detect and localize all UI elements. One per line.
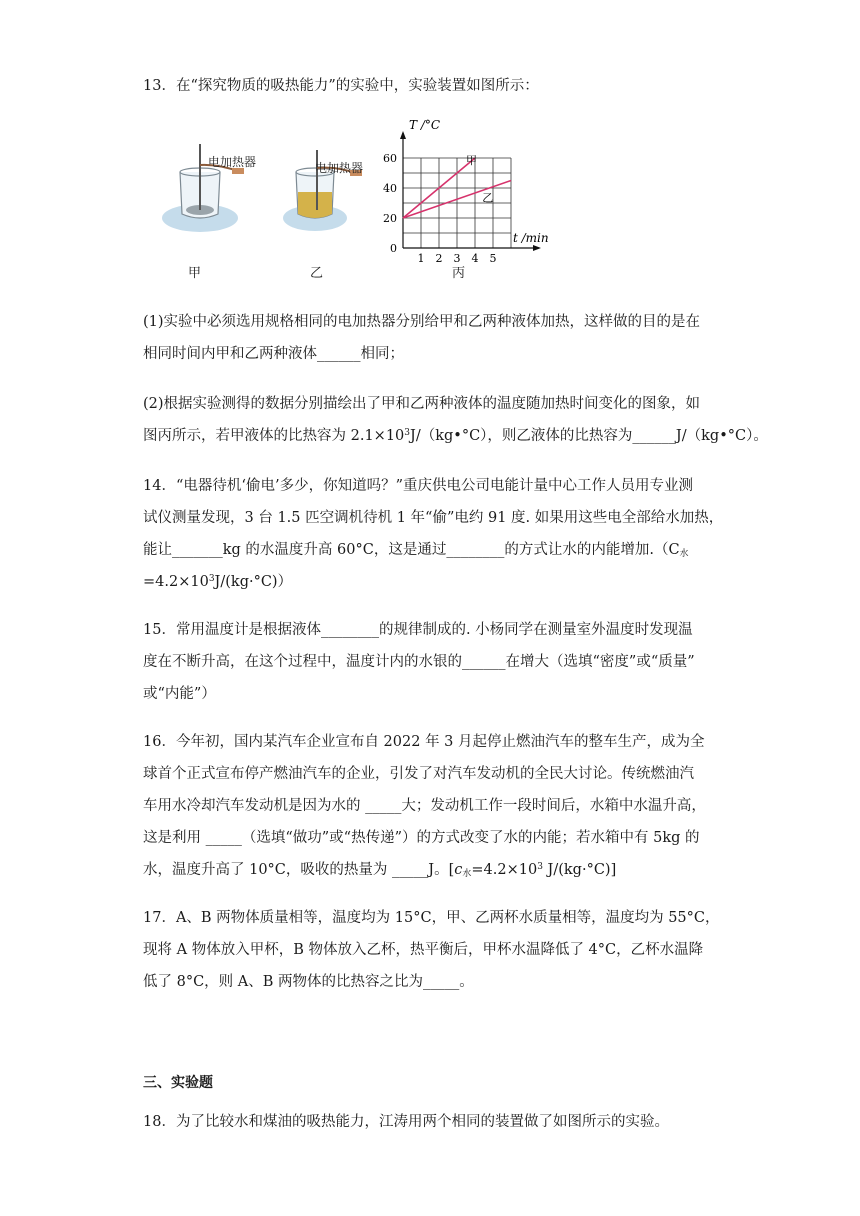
q13-figure: [160, 110, 560, 285]
caption-yi: 乙: [310, 266, 324, 281]
q13-part2-line1: (2)根据实验测得的数据分别描绘出了甲和乙两种液体的温度随加热时间变化的图象，如: [143, 396, 701, 412]
q14-line3-text: 能让_______kg 的水温度升高 60°C，这是通过________的方式让水的内能增加.（C: [143, 542, 680, 558]
series-label-yi: 乙: [482, 191, 494, 205]
y-tick-label: 0: [390, 242, 397, 255]
q14-line4-text-b: J/(kg·°C)）: [214, 574, 293, 590]
y-axis-label: T /°C: [409, 118, 441, 132]
q16-subscript: 水: [462, 869, 472, 879]
series-label-jia: 甲: [466, 154, 477, 167]
heater-label-a: 电加热器: [208, 155, 257, 169]
temperature-time-chart: [383, 118, 549, 265]
caption-bing: 丙: [452, 266, 466, 281]
x-tick-label: 2: [435, 252, 443, 265]
q13-part1-line1: (1)实验中必须选用规格相同的电加热器分别给甲和乙两种液体加热，这样做的目的是在: [143, 314, 701, 330]
y-tick-label: 60: [383, 152, 397, 165]
q16-line1: 16．今年初，国内某汽车企业宣布自 2022 年 3 月起停止燃油汽车的整车生产，成为全: [143, 734, 705, 750]
experiment-illustration: [160, 110, 560, 285]
q14-exponent: 3: [208, 574, 215, 584]
q14-line3: [143, 538, 689, 559]
q16-line3: 车用水冷却汽车发动机是因为水的 _____大；发动机工作一段时间后，水箱中水温升高，: [143, 798, 706, 814]
q14-subscript: 水: [679, 549, 689, 559]
q16-exponent: 3: [537, 862, 543, 872]
q14-line1: 14．“电器待机‘偷电’多少，你知道吗？”重庆供电公司电能计量中心工作人员用专业测: [143, 478, 693, 494]
q13-part2-text-a: 图丙所示，若甲液体的比热容为 2.1×10: [143, 428, 405, 444]
heater-label-b: 电加热器: [315, 161, 364, 175]
q13-part1-line2: 相同时间内甲和乙两种液体______相同；: [143, 346, 404, 362]
q15-line3: 或“内能”）: [143, 686, 216, 702]
q13-part2-exponent: 3: [404, 428, 411, 438]
y-axis-arrow: [400, 131, 406, 139]
q14-line4-text-a: =4.2×10: [143, 574, 209, 590]
q15-line2: 度在不断升高，在这个过程中，温度计内的水银的______在增大（选填“密度”或“质量”: [143, 654, 695, 670]
q13-stem: 13．在“探究物质的吸热能力”的实验中，实验装置如图所示：: [143, 78, 539, 94]
q13-part2-line2: [143, 424, 768, 445]
q16-line5-text-a: 水，温度升高了 10°C，吸收的热量为 _____J。[: [143, 862, 455, 878]
x-tick-label: 3: [453, 252, 461, 265]
y-tick-label: 20: [383, 212, 397, 225]
y-tick-label: 40: [383, 182, 397, 195]
q17-line2: 现将 A 物体放入甲杯，B 物体放入乙杯，热平衡后，甲杯水温降低了 4°C，乙杯水温降: [143, 942, 704, 958]
q17-line1: 17．A、B 两物体质量相等，温度均为 15°C，甲、乙两杯水质量相等，温度均为 55°C，: [143, 910, 720, 926]
q16-line5-text-c: J/(kg·°C)]: [542, 862, 617, 878]
caption-jia: 甲: [188, 266, 202, 281]
q15-line1: 15．常用温度计是根据液体________的规律制成的. 小杨同学在测量室外温度时发现温: [143, 622, 693, 638]
q16-line4: 这是利用 _____（选填“做功”或“热传递”）的方式改变了水的内能；若水箱中有 5kg 的: [143, 830, 700, 846]
q18-line1: 18．为了比较水和煤油的吸热能力，江涛用两个相同的装置做了如图所示的实验。: [143, 1114, 669, 1130]
q17-line3: 低了 8°C，则 A、B 两物体的比热容之比为_____。: [143, 974, 474, 990]
x-axis-arrow: [533, 245, 541, 251]
q16-line5: [143, 858, 616, 879]
q14-line2: 试仪测量发现，3 台 1.5 匹空调机待机 1 年“偷”电约 91 度. 如果用这些电全部给水加热，: [143, 510, 724, 526]
x-tick-label: 4: [471, 252, 479, 265]
x-axis-label: t /min: [513, 231, 549, 245]
section-title: 三、实验题: [143, 1075, 213, 1091]
q16-line5-text-b: =4.2×10: [471, 862, 538, 878]
q16-c-symbol: c: [454, 862, 463, 878]
q14-line4: [143, 570, 292, 591]
q13-part2-text-b: J/（kg•°C），则乙液体的比热容为______J/（kg•°C）。: [410, 428, 768, 444]
q16-line2: 球首个正式宣布停产燃油汽车的企业，引发了对汽车发动机的全民大讨论。传统燃油汽: [143, 766, 694, 782]
x-tick-label: 5: [489, 252, 497, 265]
x-tick-label: 1: [417, 252, 425, 265]
